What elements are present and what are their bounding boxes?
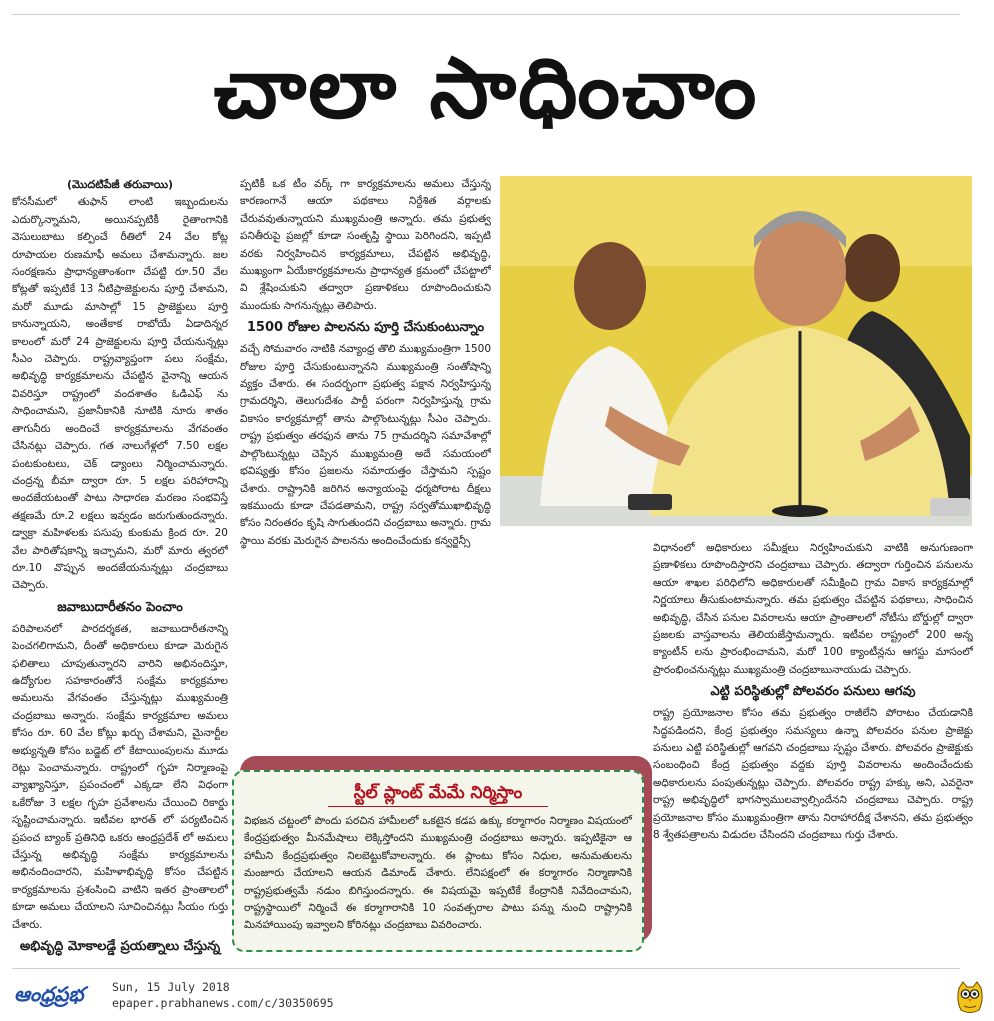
article-column-3 — [653, 540, 973, 955]
article-paragraph: కోనసీమలో తుఫాన్ లాంటి ఇబ్బందులను ఎదుర్కొన్నామని, అయినప్పటికీ రైతాంగానికి వెసులుబాటు కల్పించే రీతిలో 24 వేల కోట్ల రూపాయల రుణమాఫీ అమలు చేశామన్నారు. జల సంరక్షణను ప్రాధాన్యతాంశంగా చేపట్టి రూ.50 వేల కోట్లతో ఇప్పటికే 13 నీటిప్రాజెక్టులను పూర్తి చేశామని, మరో మూడు మాసాల్లో 15 ప్రాజెక్టులు పూర్తి కానున్నాయని, అంతేకాక రాబోయే ఏడాదిన్నర కాలంలో మరో 24 ప్రాజెక్టులను పూర్తి చేయనున్నట్లు సీఎం చెప్పారు. రాష్ట్రవ్యాప్తంగా పలు సంక్షేమ, అభివృద్ధి కార్యక్రమాలను చేపట్టిన వైనాన్ని ఆయన వివరిస్తూ రాష్ట్రంలో వందశాతం ఓడిఎఫ్ ను సాధించామని, ప్రజానీకానికి నూటికి నూరు శాతం తాగునీరు అందించే కార్యక్రమాలను వేగవంతం చేసినట్లు చెప్పారు. గత నాలుగేళ్లలో 7.50 లక్షల పంటకుంటలు, చెక్ డ్యాంలు నిర్మించామన్నారు. చంద్రన్న బీమా ద్వారా రూ. 5 లక్షల పరిహారాన్ని అందజేయటంతో పాటు సాధారణ మరణం సంభవిస్తే తక్షణమే రూ.2 లక్షలు ఇవ్వడం జరుగుతుందన్నారు. డ్వాక్రా మహిళలకు పసుపు కుంకుమ క్రింద రూ. 20 వేల పారితోషకాన్ని ఇచ్చామని, మరో మారు త్వరలో రూ.10 వొప్పున అందజేయనున్నట్లు చంద్రబాబు చెప్పారు. — [12, 196, 228, 592]
continued-from-label: (మొదటిపేజీ తరువాయి) — [66, 178, 173, 191]
article-paragraph: వచ్చే సోమవారం నాటికి నవ్యాంధ్ర తొలి ముఖ్యమంత్రిగా 1500 రోజుల పూర్తి చేసుకుంటున్నానని ముఖ్యమంత్రి సంతోషాన్ని వ్యక్తం చేశారు. ఈ సందర్భంగా ప్రభుత్వ పక్షాన నిర్వహిస్తున్న గ్రామదర్శిని, తెలుగుదేశం పార్టీ పరంగా నిర్వహిస్తున్న గ్రామ వికాసం కార్యక్రమాల్లో తాను పాల్గొంటున్నట్లు సీఎం చెప్పారు. రాష్ట్ర ప్రభుత్వం తరఫున తాను 75 గ్రామదర్శిని సమావేశాల్లో పాల్గొంటున్నట్లు చెప్పిన ముఖ్యమంత్రి అదే సమయంలో భవిష్యత్తు కోసం ప్రజలను సమాయత్తం చేస్తామని స్పష్టం చేశారు. రాష్ట్రానికి జరిగిన అన్యాయంపై ధర్మపోరాట దీక్షలు ఇకముందు కూడా చేపడతామని, రాష్ట్ర సర్వతోముఖాభివృద్ధి కోసం నిరంతరం కృషి సాగుతుందని చంద్రబాబు అన్నారు. గ్రామ స్థాయి వరకు మెరుగైన పాలనను అందించేందుకు కన్వర్జెన్సీ — [240, 343, 491, 547]
bottom-divider — [12, 968, 960, 969]
subheading: 1500 రోజుల పాలనను పూర్తి చేసుకుంటున్నాం — [246, 320, 485, 336]
publication-logo[interactable]: ఆంధ్రప్రభ — [14, 982, 84, 1006]
footer — [0, 974, 994, 1021]
article-column-1 — [12, 176, 228, 956]
edition-date: Sun, 15 July 2018 — [112, 980, 230, 994]
epaper-link[interactable]: epaper.prabhanews.com/c/30350695 — [112, 996, 334, 1010]
article-paragraph: పరిపాలనలో పారదర్శకత, జవాబుదారీతనాన్ని పెంచగలిగామని, దీంతో అధికారులు కూడా మెరుగైన ఫలితాలు చూపుతున్నారని వారిని అభినందిస్తూ, ఉద్యోగుల సహకారంతోనే సంక్షేమ కార్యక్రమాల అమలును వేగవంతం చేస్తున్నట్లు ముఖ్యమంత్రి చంద్రబాబు అన్నారు. సంక్షేమ కార్యక్రమాల అమలు కోసం రూ. 60 వేల కోట్లు ఖర్చు చేశామని, మైనార్టీల అభ్యున్నతి కోసం బడ్జెట్ లో కేటాయింపులను మూడు రెట్లు పెంచామన్నారు. రాష్ట్రంలో గృహ నిర్మాణంపై వ్యాఖ్యానిస్తూ, ప్రపంచంలో ఎక్కడా లేని విధంగా ఒకేరోజు 3 లక్షల గృహ ప్రవేశాలను చేయించి రికార్డు సృష్టించామన్నారు. ఇటీవల భారత్ లో పర్యటించిన ప్రపంచ బ్యాంక్ ప్రతినిధి ఒకరు ఆంధ్రప్రదేశ్ లో అమలు చేస్తున్న అభివృద్ధి సంక్షేమ కార్యక్రమాలను అభినందించారని, మహిళాభివృద్ధి కోసం చేపట్టిన కార్యక్రమాలను ప్రశంసించి వాటిని ఇతర ప్రాంతాలలో కూడా అమలు చేయాలని సూచించినట్లు సీయం గుర్తు చేశారు. — [12, 622, 228, 931]
owl-icon — [955, 980, 985, 1014]
photo-illustration — [500, 176, 972, 526]
news-photo — [500, 176, 972, 526]
article-column-2 — [240, 176, 491, 746]
subheading: అభివృద్ధి మోకాలడ్డే ప్రయత్నాలు చేస్తున్న — [19, 939, 221, 955]
article-paragraph: ప్పటికీ ఒక టీం వర్క్ గా కార్యక్రమాలను అమలు చేస్తున్న కారణంగానే ఆయా పథకాలు నిర్దేశిత వర్గాలకు చేరువవుతున్నాయని ముఖ్యమంత్రి అన్నారు. తమ ప్రభుత్వ పనితీరుపై ప్రజల్లో కూడా సంతృప్తి స్థాయి పెరిగిందని, ఇప్పటి వరకు నిర్వహించిన కార్యక్రమాలు, చేపట్టిన అభివృద్ధి, ముఖ్యంగా ఏయేకార్యక్రమాలను ప్రాధాన్యత క్రమంలో చేపట్టాలో వి శ్లేషించుకుని తద్వారా ప్రణాళికలు రూపొందించుకుని ముందుకు సాగనున్నట్లు తెలిపారు. — [240, 178, 491, 312]
box-title: స్టీల్ ప్లాంట్ మేమే నిర్మిస్తాం — [353, 783, 523, 803]
subheading: ఎట్టి పరిస్థితుల్లో పోలవరం పనులు ఆగవు — [710, 684, 916, 700]
article-paragraph: విధానంలో అధికారులు సమీక్షలు నిర్వహించుకుని వాటికి అనుగుణంగా ప్రణాళికలు రూపొందిస్తారని చంద్రబాబు చెప్పారు. తద్వారా గుర్తించిన పనులను ఆయా శాఖల పరిధిలోని అధికారులతో సమీక్షించి గ్రామ వికాస కార్యక్రమాల్లో నిర్ణయాలు తీసుకుంటామన్నారు. తమ ప్రభుత్వం చేపట్టిన పథకాలు, సాధించిన అభివృద్ధి, చేసిన పనుల వివరాలను ఆయా ప్రాంతాలలో నోటీసు బోర్డుల్లో ద్వారా ప్రజలకు వాస్తవాలను తెలియజేస్తామన్నారు. ఇటీవల రాష్ట్రంలో 200 అన్న క్యాంటీన్ లను ప్రారంభించామని, మరో 100 క్యాంటీన్లను ఆగస్టు మాసంలో ప్రారంభించనున్నట్లు ముఖ్యమంత్రి చంద్రబాబునాయుడు చెప్పారు. — [653, 542, 973, 676]
box-title-underline — [328, 806, 548, 807]
steel-plant-box — [232, 770, 644, 952]
top-divider — [12, 14, 960, 15]
article-paragraph: రాష్ట్ర ప్రయోజనాల కోసం తమ ప్రభుత్వం రాజీలేని పోరాటం చేయడానికి సిద్ధపడిందని, కేంద్ర ప్రభుత్వం సమస్యలు ఉన్నా పోలవరం పనుల ప్రాజెక్టు పనులు ఎట్టి పరిస్థితుల్లో ఆగవని చంద్రబాబు స్పష్టం చేశారు. పోలవరం ప్రాజెక్టుకు సంబంధించి కేంద్ర ప్రభుత్వం వద్దకు పూర్తి వివరాలను అందించేందుకు అధికారులను పంపుతున్నట్లు చెప్పారు. పోలవరం రాష్ట్ర హక్కు అని, ఎవరైనా రాష్ట్ర అభివృద్ధిలో భాగస్వాములవ్వాల్సిందేనని చంద్రబాబు చెప్పారు. రాష్ట్ర ప్రయోజనాల కోసం ముఖ్యమంత్రిగా తాను నిరాహారదీక్ష చేశానని, తమ ప్రభుత్వం 8 శ్వేతపత్రాలను విడుదల చేసిందని చంద్రబాబు గుర్తు చేశారు. — [653, 707, 973, 842]
subheading: జవాబుదారీతనం పెంచాం — [57, 599, 183, 615]
headline: చాలా సాధించాం — [213, 39, 759, 137]
box-body: విభజన చట్టంలో పొందు పరచిన హామీలలో ఒకటైన కడప ఉక్కు కర్మాగారం నిర్మాణం విషయంలో కేంద్రప్రభుత్వం మీనమేషాలు లెక్కిస్తోందని ముఖ్యమంత్రి చంద్రబాబు అన్నారు. ఇప్పటికైనా ఆ హామీని కేంద్రప్రభుత్వం నిలబెట్టుకోవాలన్నారు. ఈ ప్లాంటు కోసం నిధుల, అనుమతులను మంజూరు చేయాలని ఆయన డిమాండ్ చేశారు. లేనిపక్షంలో ఈ కర్మాగారం నిర్మాణానికి రాష్ట్రప్రభుత్వమే నడుం బిగిస్తుందన్నారు. ఈ విషయమై ఇప్పటికే కేంద్రానికి నివేదించామని, రాష్ట్రస్థాయిలో నిర్మించే ఈ కర్మాగారానికి 10 సంవత్సరాల పాటు పన్ను నుంచి రాష్ట్రానికి మినహాయింపు ఇవ్వాలని కోరినట్లు చంద్రబాబు వివరించారు. — [244, 815, 632, 932]
